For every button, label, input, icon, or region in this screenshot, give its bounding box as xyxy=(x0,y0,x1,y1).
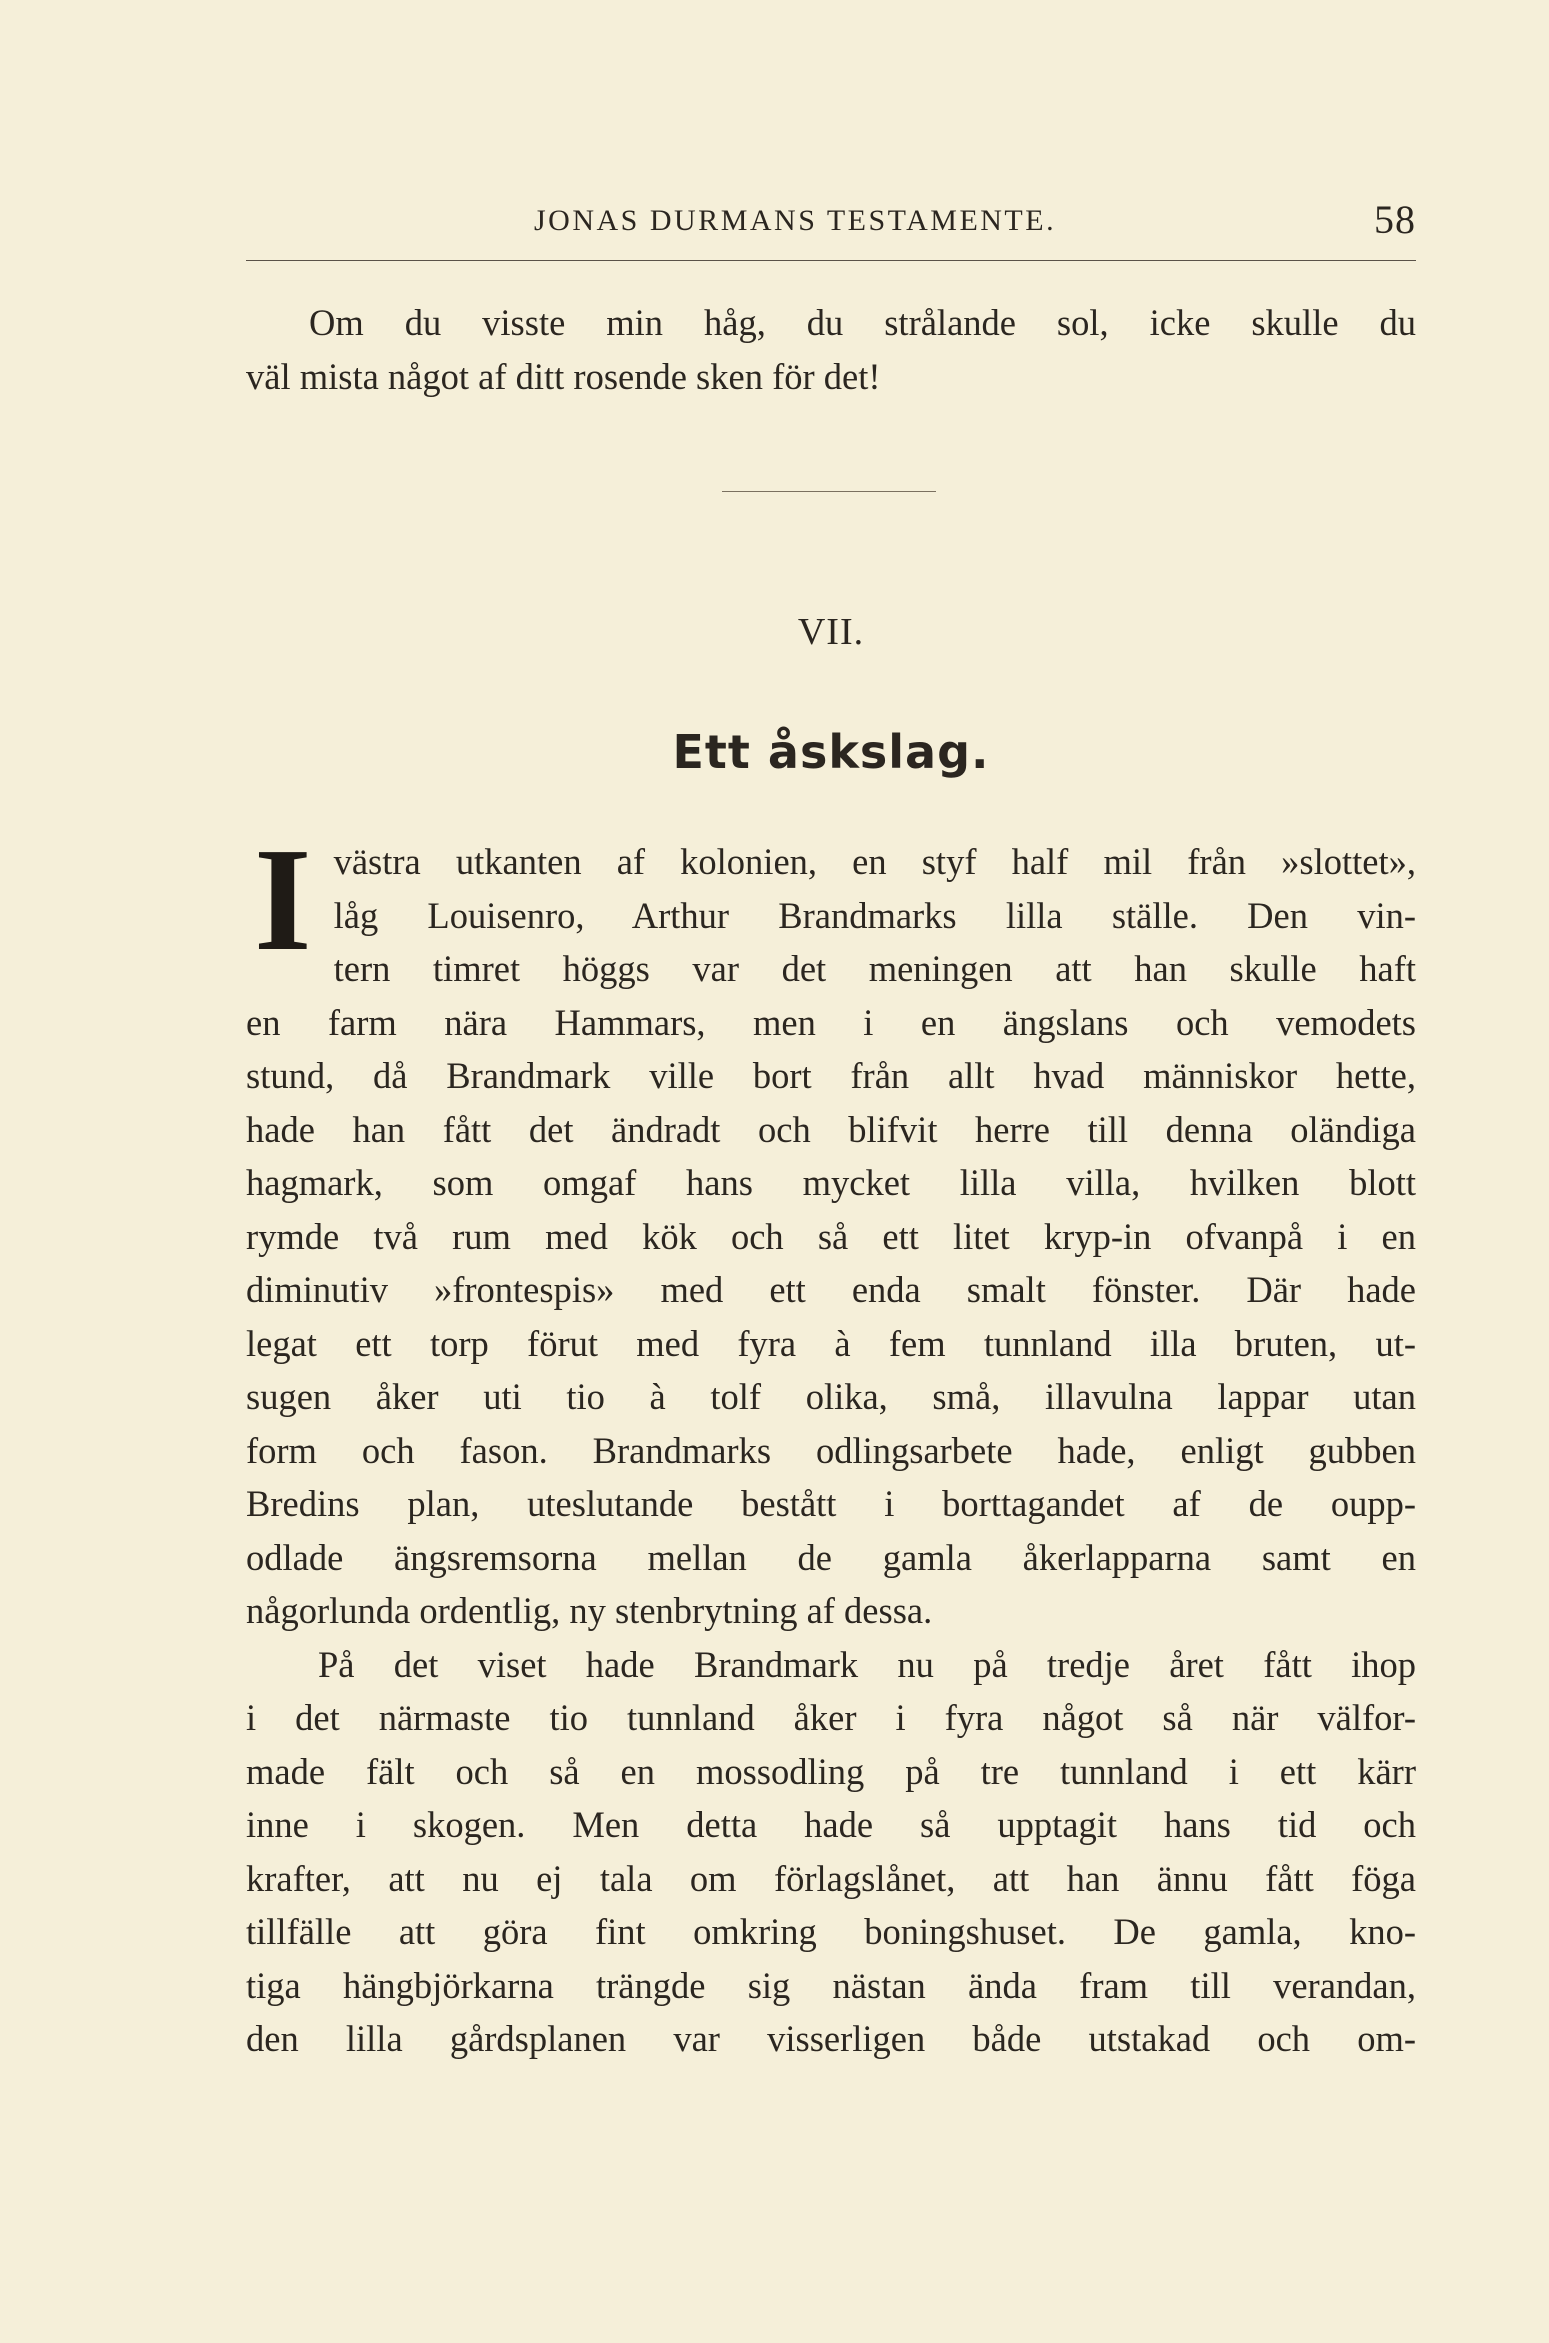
text-line: diminutiv »frontespis» med ett enda smalt fönster. Där hade xyxy=(246,1269,1416,1310)
paragraph xyxy=(246,1638,1416,2066)
paragraph xyxy=(246,818,1416,1638)
drop-cap: I xyxy=(254,818,312,982)
text-line: en farm nära Hammars, men i en ängslans och vemodets xyxy=(246,1001,1416,1043)
text-line: krafter, att nu ej tala om förlagslånet, att han ännu fått föga xyxy=(246,1857,1416,1899)
running-head xyxy=(246,196,1416,256)
text-line: i det närmaste tio tunnland åker i fyra något så när välfor- xyxy=(246,1697,1416,1738)
header-rule xyxy=(246,260,1416,261)
text-line: sugen åker uti tio à tolf olika, små, illavulna lappar utan xyxy=(246,1376,1416,1417)
book-page xyxy=(246,0,1426,2343)
text-line: odlade ängsremsorna mellan de gamla åkerlapparna samt en xyxy=(246,1536,1416,1578)
text-line: hagmark, som omgaf hans mycket lilla villa, hvilken blott xyxy=(246,1162,1416,1203)
text-line: inne i skogen. Men detta hade så upptagit hans tid och xyxy=(246,1804,1416,1845)
text-line: På det viset hade Brandmark nu på tredje året fått ihop xyxy=(318,1643,1416,1685)
text-line: rymde två rum med kök och så ett litet kryp-in ofvanpå i en xyxy=(246,1215,1416,1257)
chapter-number: VII. xyxy=(797,611,865,653)
text-line: någorlunda ordentlig, ny stenbrytning af dessa. xyxy=(246,1590,933,1631)
text-line: made fält och så en mossodling på tre tunnland i ett kärr xyxy=(246,1750,1416,1792)
closing-verse xyxy=(246,296,1416,404)
text-line: tiga hängbjörkarna trängde sig nästan ända fram till verandan, xyxy=(246,1964,1416,2006)
verse-line: väl mista något af ditt rosende sken för det! xyxy=(246,356,881,397)
section-divider xyxy=(722,491,936,492)
text-line: västra utkanten af kolonien, en styf half mil från »slottet», xyxy=(333,841,1416,882)
text-line: Bredins plan, uteslutande bestått i borttagandet af de oupp- xyxy=(246,1483,1416,1524)
text-line: låg Louisenro, Arthur Brandmarks lilla ställe. Den vin- xyxy=(333,894,1416,936)
text-line: hade han fått det ändradt och blifvit herre till denna oländiga xyxy=(246,1108,1416,1150)
text-line: tillfälle att göra fint omkring boningshuset. De gamla, kno- xyxy=(246,1911,1416,1952)
chapter-body xyxy=(246,818,1416,2066)
page-number: 58 xyxy=(1374,197,1416,242)
text-line: legat ett torp förut med fyra à fem tunnland illa bruten, ut- xyxy=(246,1322,1416,1364)
text-line: form och fason. Brandmarks odlingsarbete hade, enligt gubben xyxy=(246,1429,1416,1471)
text-line: stund, då Brandmark ville bort från allt hvad människor hette, xyxy=(246,1055,1416,1096)
verse-line: Om du visste min håg, du strålande sol, icke skulle du xyxy=(309,302,1416,343)
text-line: tern timret höggs var det meningen att han skulle haft xyxy=(333,948,1416,989)
running-title: JONAS DURMANS TESTAMENTE. xyxy=(534,204,1057,237)
chapter-title: Ett åskslag. xyxy=(672,725,990,779)
text-line: den lilla gårdsplanen var visserligen både utstakad och om- xyxy=(246,2018,1416,2059)
